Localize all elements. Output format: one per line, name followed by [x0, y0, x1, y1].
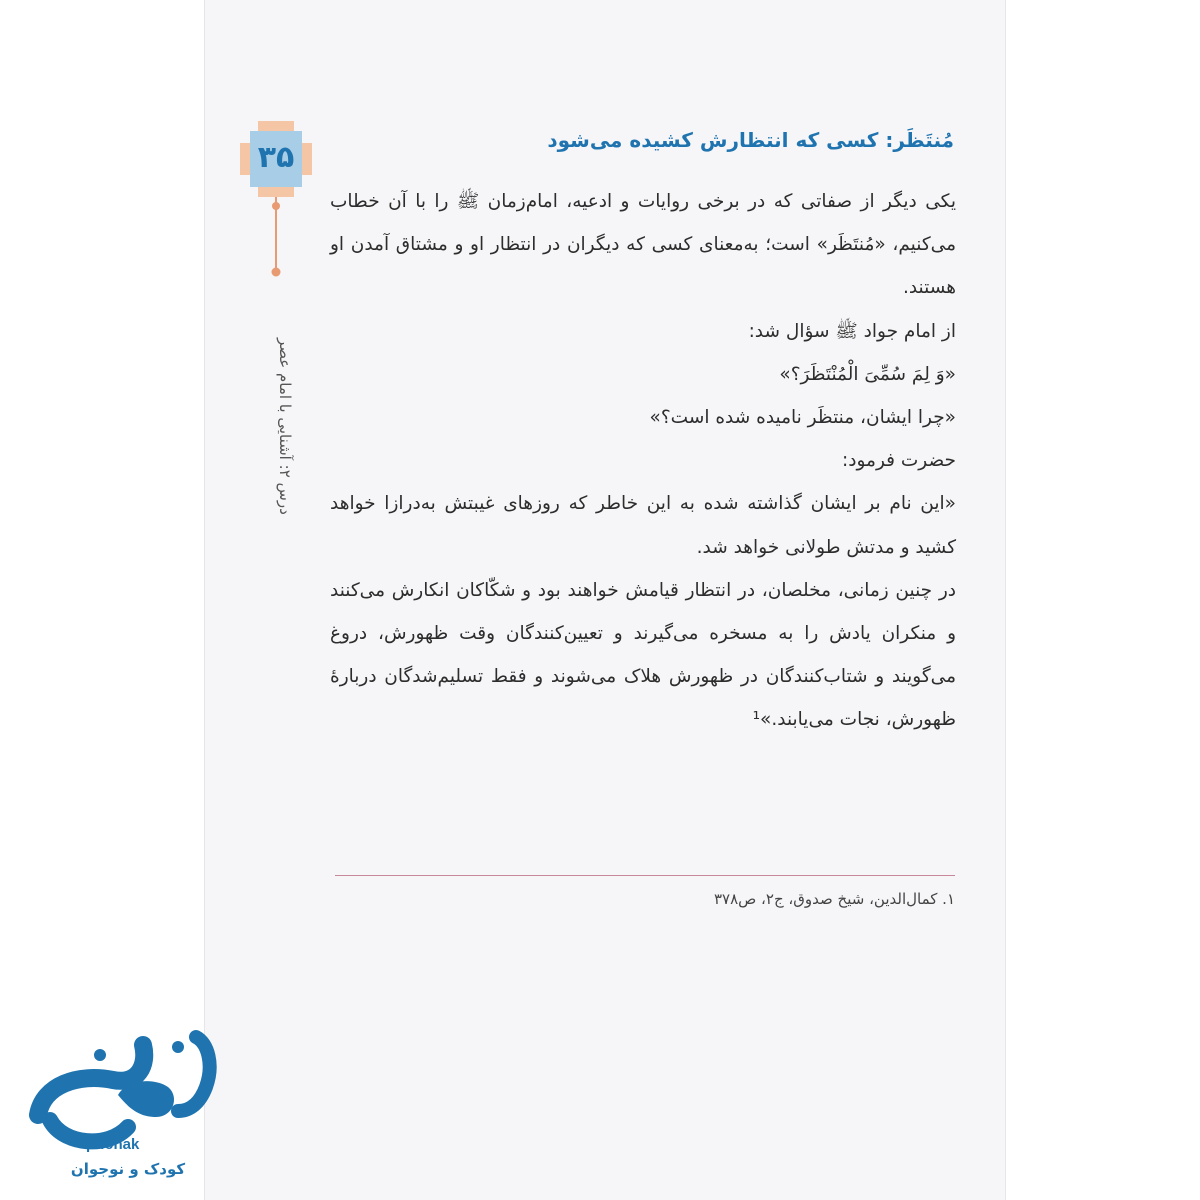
paragraph-question-intro: از امام جواد ﷺ سؤال شد:: [748, 320, 956, 342]
quote-translation: «چرا ایشان، منتظَر نامیده شده است؟»: [649, 407, 956, 429]
paragraph-answer-1: «این نام بر ایشان گذاشته شده به این خاطر که روزهای غیبتش به‌درازا خواهد کشید و مدتش طولانی خواهد شد.: [330, 493, 956, 558]
page-number: ۳۵: [257, 139, 295, 175]
brand-tagline: کودک و نوجوان: [70, 1160, 186, 1178]
brand-latin-name: puonak: [86, 1136, 140, 1153]
paragraph-intro: یکی دیگر از صفاتی که در برخی روایات و ادعیه، امام‌زمان ﷺ را با آن خطاب می‌کنیم، «مُنتَظَر» است؛ به‌معنای کسی که دیگران در انتظار او و مشتاق آمدن او هستند.: [330, 191, 956, 299]
body-text: [330, 180, 956, 742]
section-heading: مُنتَظَر: کسی که انتظارش کشیده می‌شود: [547, 128, 954, 152]
paragraph-answer-2: در چنین زمانی، مخلصان، در انتظار قیامش خواهند بود و شکّاکان انکارش می‌کنند و منکران یادش را به مسخره می‌گیرند و تعیین‌کنندگان وقت ظهورش، دروغ می‌گویند و شتاب‌کنندگان در ظهورش هلاک می‌شوند و فقط تسلیم‌شدگان دربارهٔ ظهورش، نجات می‌یابند.»¹: [330, 579, 956, 731]
paragraph-answer-intro: حضرت فرمود:: [842, 450, 956, 472]
side-ornament-line: [270, 200, 282, 280]
lesson-title-vertical: درس ۲: آشنایی با امام عصر: [276, 338, 294, 515]
footnote: ۱. کمال‌الدین، شیخ صدوق، ج۲، ص۳۷۸: [713, 890, 955, 908]
footnote-divider: [335, 875, 955, 876]
arabic-quote: «وَ لِمَ سُمِّیَ الْمُنْتَظَرَ؟»: [779, 363, 956, 385]
